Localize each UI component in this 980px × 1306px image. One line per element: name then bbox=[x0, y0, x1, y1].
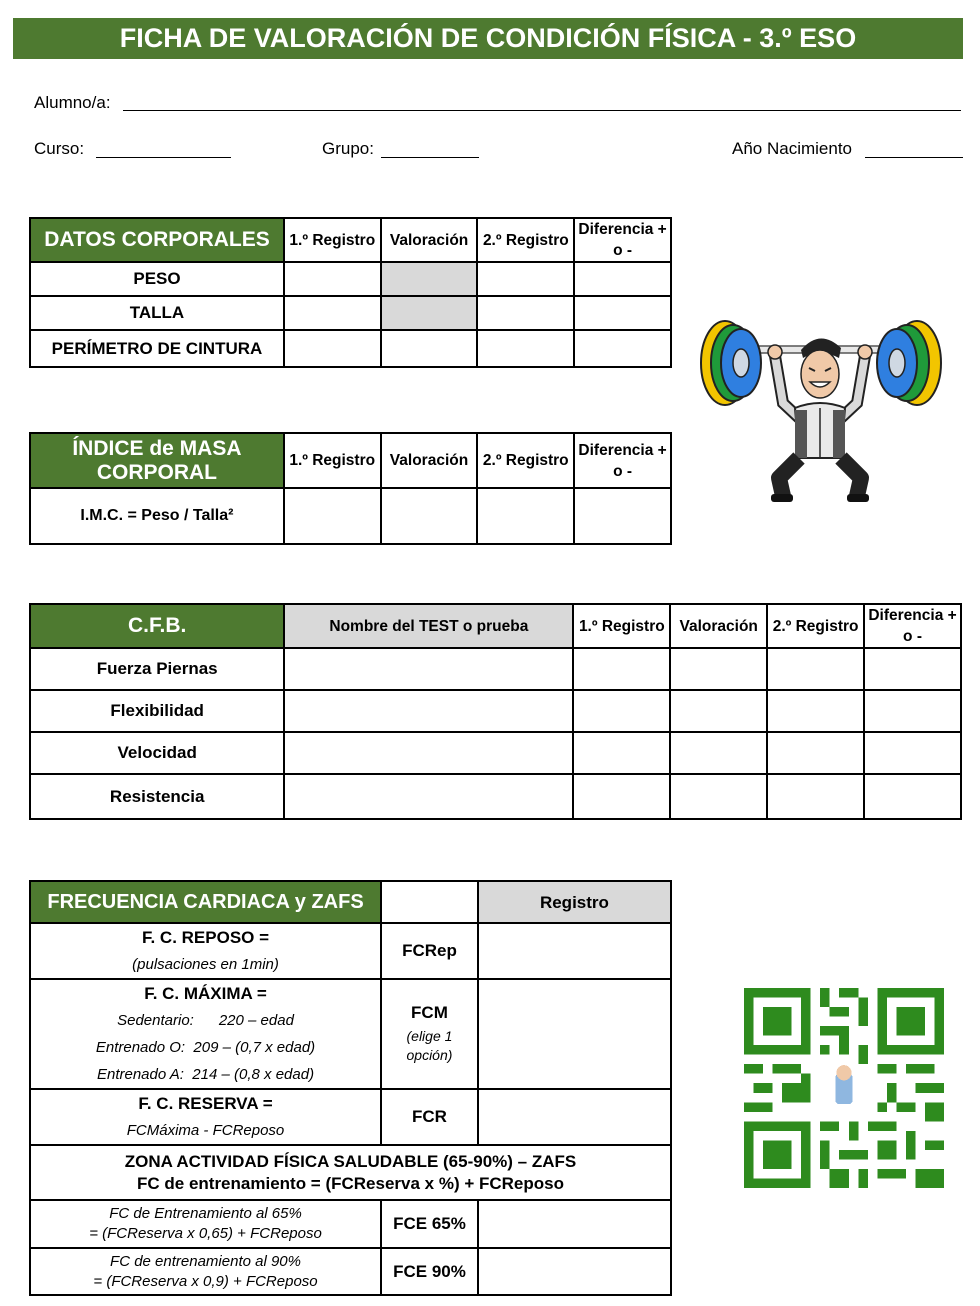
row-label-height: TALLA bbox=[30, 296, 284, 330]
cell-input[interactable] bbox=[670, 648, 767, 690]
body-col-difference: Diferencia + o - bbox=[574, 218, 671, 262]
row-label-endurance: Resistencia bbox=[30, 774, 284, 819]
max-rate-code-note: (elige 1 opción) bbox=[406, 1028, 453, 1063]
rest-rate-title: F. C. REPOSO = bbox=[141, 928, 270, 947]
cell-input[interactable] bbox=[284, 732, 573, 774]
cell-input[interactable] bbox=[284, 488, 381, 544]
reserve-rate-code: FCR bbox=[381, 1089, 478, 1145]
training-zone-cell bbox=[30, 1145, 671, 1200]
reserve-rate-note: FCMáxima - FCReposo bbox=[126, 1122, 285, 1139]
bmi-col-difference: Diferencia + o - bbox=[574, 433, 671, 488]
bmi-col-first-register: 1.º Registro bbox=[284, 433, 381, 488]
max-rate-code-cell bbox=[381, 979, 478, 1089]
row-label-weight: PESO bbox=[30, 262, 284, 296]
row-label-speed: Velocidad bbox=[30, 732, 284, 774]
cell-input[interactable] bbox=[478, 979, 671, 1089]
weightlifter-icon bbox=[695, 318, 945, 508]
body-data-table bbox=[29, 217, 672, 368]
fce90-title: FC de entrenamiento al 90% bbox=[110, 1252, 301, 1270]
max-rate-trained-a: Entrenado A: 214 – (0,8 x edad) bbox=[96, 1066, 315, 1083]
max-rate-title: F. C. MÁXIMA = bbox=[144, 984, 267, 1003]
cell-disabled bbox=[381, 296, 478, 330]
max-rate-trained-o: Entrenado O: 209 – (0,7 x edad) bbox=[95, 1039, 316, 1056]
cell-input[interactable] bbox=[864, 690, 961, 732]
cell-input[interactable] bbox=[477, 488, 574, 544]
fce65-formula: = (FCReserva x 0,65) + FCReposo bbox=[89, 1225, 322, 1242]
cfb-table bbox=[29, 603, 962, 820]
cell-input[interactable] bbox=[864, 648, 961, 690]
cell-input[interactable] bbox=[670, 732, 767, 774]
course-field[interactable] bbox=[96, 157, 231, 158]
max-rate-sedentary: Sedentario: 220 – edad bbox=[117, 1012, 294, 1029]
cell-input[interactable] bbox=[478, 1248, 671, 1295]
birth-year-label: Año Nacimiento bbox=[732, 139, 853, 158]
cell-input[interactable] bbox=[284, 296, 381, 330]
cell-input[interactable] bbox=[670, 690, 767, 732]
cell-input[interactable] bbox=[478, 923, 671, 979]
qr-code-icon[interactable] bbox=[738, 988, 950, 1188]
cfb-col-difference: Diferencia + o - bbox=[864, 604, 961, 648]
group-label: Grupo: bbox=[322, 139, 374, 158]
student-name-field[interactable] bbox=[123, 110, 961, 111]
fce65-code: FCE 65% bbox=[381, 1200, 478, 1248]
reserve-rate-cell bbox=[30, 1089, 381, 1145]
fce90-formula: = (FCReserva x 0,9) + FCReposo bbox=[93, 1272, 318, 1290]
cell-input[interactable] bbox=[573, 690, 670, 732]
heart-col-register: Registro bbox=[478, 881, 671, 923]
rest-rate-note: (pulsaciones en 1min) bbox=[132, 956, 279, 973]
body-col-second-register: 2.º Registro bbox=[477, 218, 574, 262]
cell-disabled bbox=[381, 262, 478, 296]
bmi-table bbox=[29, 432, 672, 545]
cell-input[interactable] bbox=[573, 774, 670, 819]
cell-input[interactable] bbox=[574, 488, 671, 544]
cell-input[interactable] bbox=[477, 296, 574, 330]
cell-input[interactable] bbox=[478, 1089, 671, 1145]
cell-empty bbox=[381, 881, 478, 923]
cell-input[interactable] bbox=[477, 262, 574, 296]
cell-input[interactable] bbox=[284, 690, 573, 732]
bmi-formula: I.M.C. = Peso / Talla² bbox=[30, 488, 284, 544]
cfb-col-test-name: Nombre del TEST o prueba bbox=[284, 604, 573, 648]
cell-input[interactable] bbox=[573, 648, 670, 690]
cell-input[interactable] bbox=[767, 690, 864, 732]
training-zone-formula: FC de entrenamiento = (FCReserva x %) + FCReposo bbox=[137, 1173, 564, 1193]
course-label: Curso: bbox=[34, 139, 85, 158]
row-label-waist: PERÍMETRO DE CINTURA bbox=[30, 330, 284, 367]
heart-rate-table bbox=[29, 880, 672, 1296]
cell-input[interactable] bbox=[381, 330, 478, 367]
cell-input[interactable] bbox=[284, 648, 573, 690]
row-label-flexibility: Flexibilidad bbox=[30, 690, 284, 732]
training-zone-title: ZONA ACTIVIDAD FÍSICA SALUDABLE (65-90%) – ZAFS bbox=[124, 1151, 577, 1171]
cell-input[interactable] bbox=[670, 774, 767, 819]
cfb-col-second-register: 2.º Registro bbox=[767, 604, 864, 648]
cell-input[interactable] bbox=[767, 774, 864, 819]
rest-rate-code: FCRep bbox=[381, 923, 478, 979]
cfb-col-first-register: 1.º Registro bbox=[573, 604, 670, 648]
cell-input[interactable] bbox=[573, 732, 670, 774]
bmi-col-rating: Valoración bbox=[381, 433, 478, 488]
cell-input[interactable] bbox=[574, 296, 671, 330]
bmi-col-second-register: 2.º Registro bbox=[477, 433, 574, 488]
group-field[interactable] bbox=[381, 157, 479, 158]
bmi-title: ÍNDICE de MASA CORPORAL bbox=[30, 433, 284, 488]
cell-input[interactable] bbox=[284, 262, 381, 296]
reserve-rate-title: F. C. RESERVA = bbox=[138, 1094, 273, 1113]
body-col-rating: Valoración bbox=[381, 218, 478, 262]
max-rate-code: FCM bbox=[411, 1003, 448, 1022]
fce65-title: FC de Entrenamiento al 65% bbox=[109, 1205, 302, 1222]
body-col-first-register: 1.º Registro bbox=[284, 218, 381, 262]
fce90-cell bbox=[30, 1248, 381, 1295]
cell-input[interactable] bbox=[284, 774, 573, 819]
cell-input[interactable] bbox=[574, 262, 671, 296]
cell-input[interactable] bbox=[767, 732, 864, 774]
rest-rate-cell bbox=[30, 923, 381, 979]
cell-input[interactable] bbox=[864, 774, 961, 819]
cell-input[interactable] bbox=[477, 330, 574, 367]
row-label-leg-strength: Fuerza Piernas bbox=[30, 648, 284, 690]
cell-input[interactable] bbox=[478, 1200, 671, 1248]
fce90-code: FCE 90% bbox=[381, 1248, 478, 1295]
cell-input[interactable] bbox=[864, 732, 961, 774]
cell-input[interactable] bbox=[574, 330, 671, 367]
heart-title: FRECUENCIA CARDIACA y ZAFS bbox=[30, 881, 381, 923]
fce65-cell bbox=[30, 1200, 381, 1248]
student-name-label: Alumno/a: bbox=[34, 93, 111, 112]
cell-input[interactable] bbox=[284, 330, 381, 367]
birth-year-field[interactable] bbox=[865, 157, 963, 158]
max-rate-cell bbox=[30, 979, 381, 1089]
cell-input[interactable] bbox=[381, 488, 478, 544]
body-data-title: DATOS CORPORALES bbox=[30, 218, 284, 262]
cell-input[interactable] bbox=[767, 648, 864, 690]
cfb-col-rating: Valoración bbox=[670, 604, 767, 648]
page-title: FICHA DE VALORACIÓN DE CONDICIÓN FÍSICA - 3.º ESO bbox=[13, 18, 963, 59]
cfb-title: C.F.B. bbox=[30, 604, 284, 648]
